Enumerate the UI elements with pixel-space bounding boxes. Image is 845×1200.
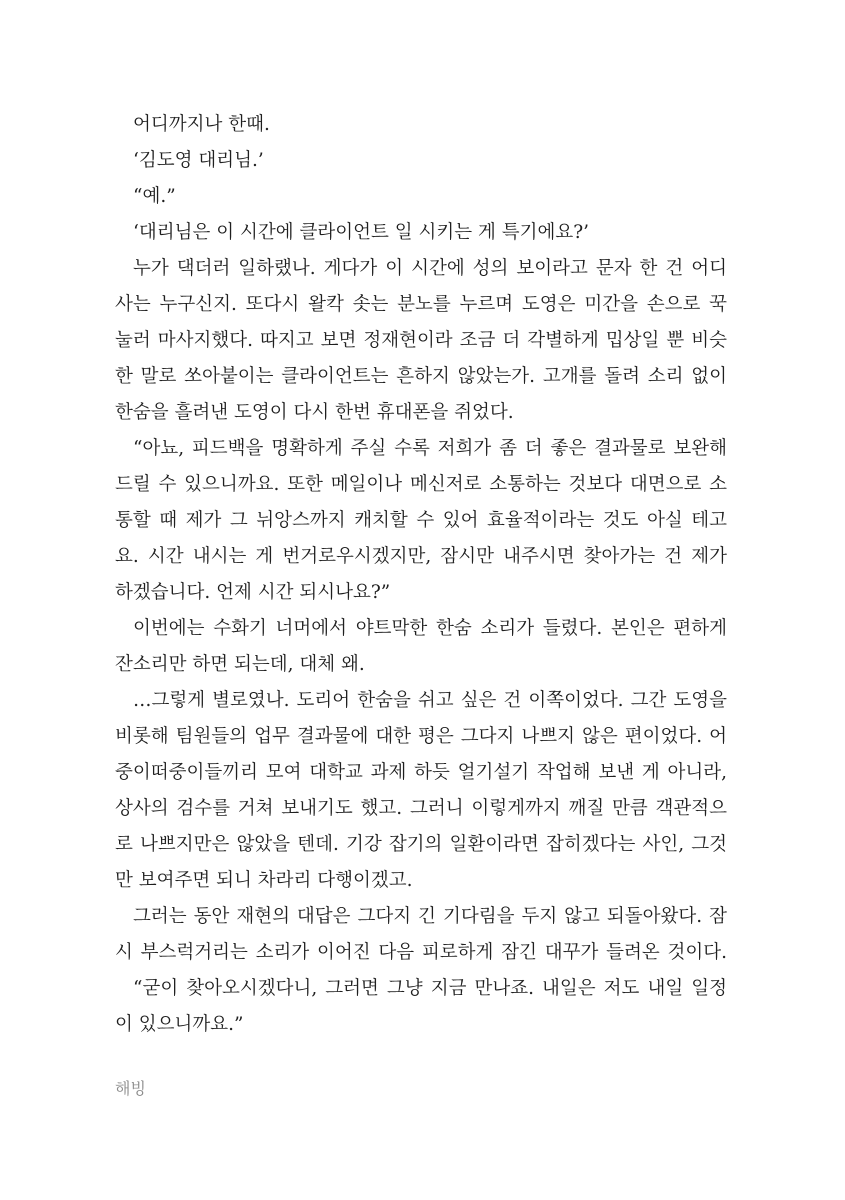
text-line: ‘대리님은 이 시간에 클라이언트 일 시키는 게 특기에요?’ (133, 222, 590, 243)
text-line: 중이떠중이들끼리 모여 대학교 과제 하듯 얼기설기 작업해 보낸 게 아니라, (115, 762, 727, 783)
text-line: 통할 때 제가 그 뉘앙스까지 캐치할 수 있어 효율적이라는 것도 아실 테고 (115, 510, 727, 531)
text-line: 잔소리만 하면 되는데, 대체 왜. (115, 654, 365, 675)
text-line: 이번에는 수화기 너머에서 야트막한 한숨 소리가 들렸다. 본인은 편하게 (133, 618, 727, 639)
text-line: “예.” (133, 186, 176, 207)
text-line: “아뇨, 피드백을 명확하게 주실 수록 저희가 좀 더 좋은 결과물로 보완해 (133, 438, 727, 459)
text-line: 드릴 수 있으니까요. 또한 메일이나 메신저로 소통하는 것보다 대면으로 소 (115, 474, 727, 495)
text-line: “굳이 찾아오시겠다니, 그러면 그냥 지금 만나죠. 내일은 저도 내일 일정 (133, 978, 727, 999)
text-line: 사는 누구신지. 또다시 왈칵 솟는 분노를 누르며 도영은 미간을 손으로 꾹 (115, 294, 727, 315)
text-line: 만 보여주면 되니 차라리 다행이겠고. (115, 870, 413, 891)
text-line: 시 부스럭거리는 소리가 이어진 다음 피로하게 잠긴 대꾸가 들려온 것이다. (115, 942, 727, 963)
text-line: 어디까지나 한때. (133, 114, 270, 135)
text-line: 이 있으니까요.” (115, 1014, 244, 1035)
text-line: 그러는 동안 재현의 대답은 그다지 긴 기다림을 두지 않고 되돌아왔다. 잠 (133, 906, 727, 927)
text-line: 한숨을 흘려낸 도영이 다시 한번 휴대폰을 쥐었다. (115, 402, 514, 423)
text-line: 하겠습니다. 언제 시간 되시나요?” (115, 582, 391, 603)
text-line: ‘김도영 대리님.’ (133, 150, 264, 171)
page-footer: 해빙 (115, 1079, 146, 1098)
text-line: 누가 댁더러 일하랬나. 게다가 이 시간에 성의 보이라고 문자 한 건 어디 (133, 258, 727, 279)
text-line: 상사의 검수를 거쳐 보내기도 했고. 그러니 이렇게까지 깨질 만큼 객관적으 (115, 798, 727, 819)
text-line: 한 말로 쏘아붙이는 클라이언트는 흔하지 않았는가. 고개를 돌려 소리 없이 (115, 366, 727, 387)
text-line: 로 나쁘지만은 않았을 텐데. 기강 잡기의 일환이라면 잡히겠다는 사인, 그것 (115, 834, 727, 855)
text-line: 요. 시간 내시는 게 번거로우시겠지만, 잠시만 내주시면 찾아가는 건 제가 (115, 546, 727, 567)
text-line: 눌러 마사지했다. 따지고 보면 정재현이라 조금 더 각별하게 밉상일 뿐 비슷 (115, 330, 727, 351)
text-line: …그렇게 별로였나. 도리어 한숨을 쉬고 싶은 건 이쪽이었다. 그간 도영을 (133, 690, 727, 711)
text-line: 비롯해 팀원들의 업무 결과물에 대한 평은 그다지 나쁘지 않은 편이었다. 어 (115, 726, 727, 747)
